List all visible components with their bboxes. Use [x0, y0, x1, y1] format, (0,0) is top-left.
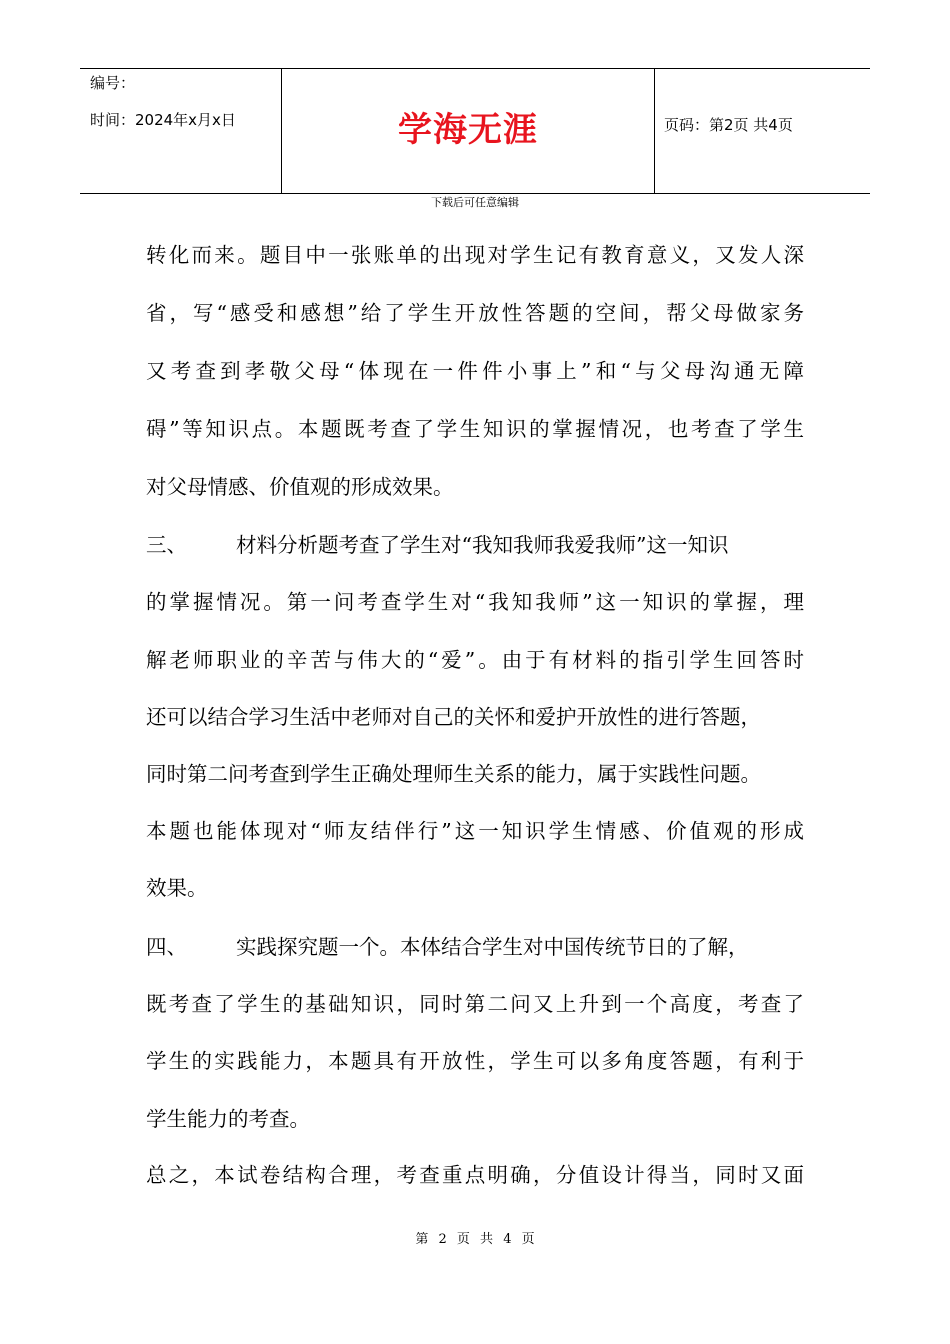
edit-note: 下载后可任意编辑: [431, 196, 519, 209]
serial-number-label: 编号：: [90, 74, 136, 92]
body-line: 对父母情感、价值观的形成效果。: [146, 475, 454, 499]
body-line: 转化而来。题目中一张账单的出现对学生记有教育意义，又发人深: [146, 243, 804, 267]
page-info: 页码：第2页 共4页: [664, 116, 793, 134]
section-three-text: 材料分析题考查了学生对“我知我师我爱我师”这一知识: [236, 533, 729, 557]
section-four-text: 实践探究题一个。本体结合学生对中国传统节日的了解，: [236, 935, 749, 959]
date-label: 时间：2024年x月x日: [90, 111, 236, 129]
page-footer: 第 2 页 共 4 页: [415, 1232, 535, 1247]
brand-title: 学海无涯: [398, 110, 538, 150]
body-line: 学生能力的考查。: [146, 1107, 310, 1131]
body-line: 解老师职业的辛苦与伟大的“爱”。由于有材料的指引学生回答时: [146, 648, 804, 672]
body-line: 本题也能体现对“师友结伴行”这一知识学生情感、价值观的形成: [146, 819, 804, 843]
body-line: 效果。: [146, 876, 208, 900]
body-line: 总之，本试卷结构合理，考查重点明确，分值设计得当，同时又面: [146, 1163, 804, 1187]
body-line: 同时第二问考查到学生正确处理师生关系的能力，属于实践性问题。: [146, 762, 761, 786]
body-line: 还可以结合学习生活中老师对自己的关怀和爱护开放性的进行答题，: [146, 705, 761, 729]
body-line: 省，写“感受和感想”给了学生开放性答题的空间，帮父母做家务: [146, 301, 804, 325]
body-line: 的掌握情况。第一问考查学生对“我知我师”这一知识的掌握，理: [146, 590, 804, 614]
body-line: 碍”等知识点。本题既考查了学生知识的掌握情况，也考查了学生: [146, 417, 804, 441]
body-line: 既考查了学生的基础知识，同时第二问又上升到一个高度，考查了: [146, 992, 804, 1016]
body-line: 又考查到孝敬父母“体现在一件件小事上”和“与父母沟通无障: [146, 359, 804, 383]
body-line: 学生的实践能力，本题具有开放性，学生可以多角度答题，有利于: [146, 1049, 804, 1073]
header-divider-right: [654, 68, 655, 194]
section-four-number: 四、: [146, 935, 187, 959]
header-top-rule: [80, 68, 870, 69]
section-three-heading: [146, 535, 728, 556]
section-four-heading: [146, 937, 749, 958]
section-three-number: 三、: [146, 533, 187, 557]
